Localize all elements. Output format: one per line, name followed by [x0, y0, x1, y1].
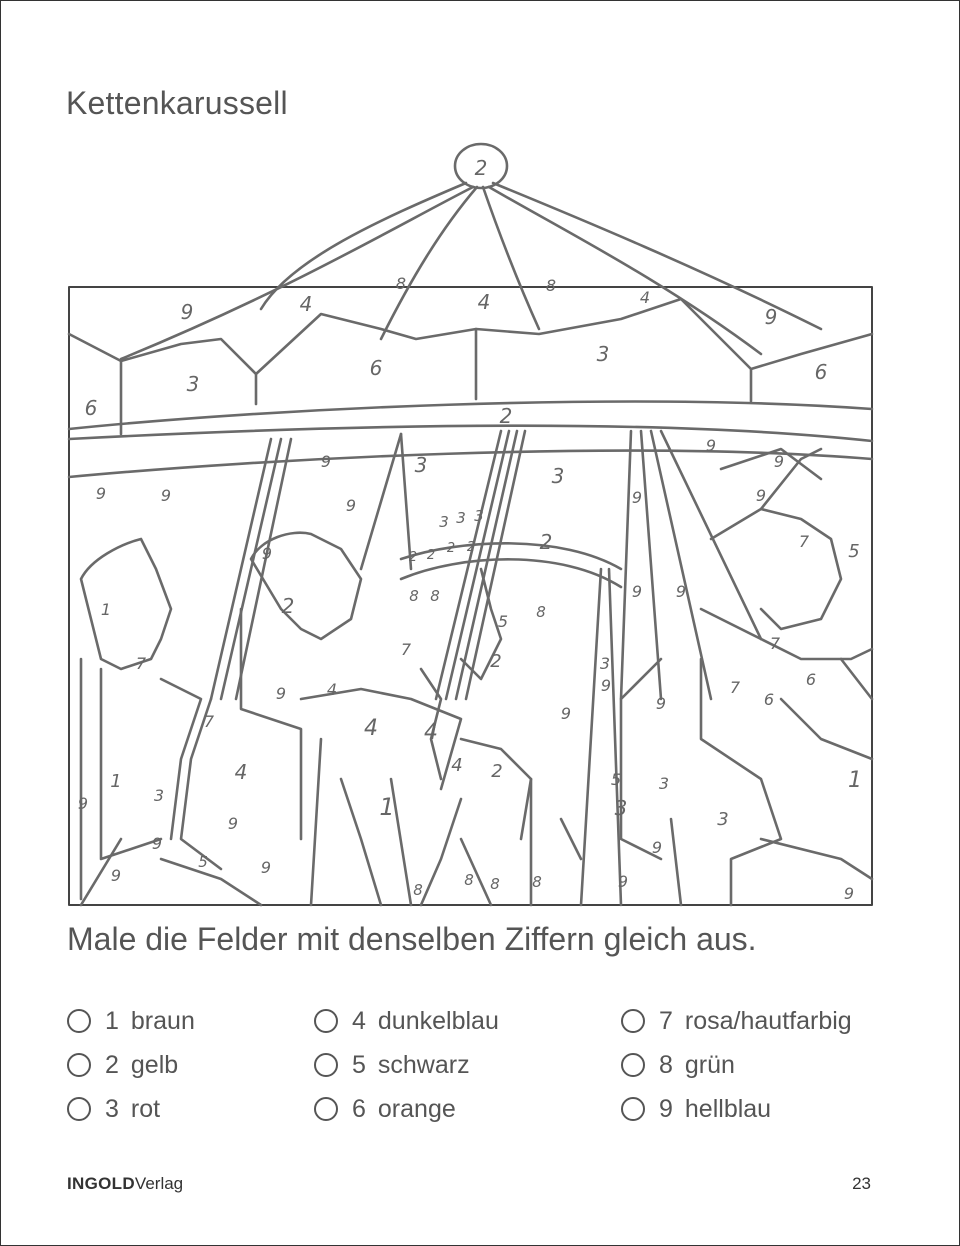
picture-number: 2	[539, 530, 553, 554]
legend-item	[314, 1087, 499, 1131]
picture-number: 9	[77, 794, 89, 813]
color-legend	[67, 999, 887, 1139]
picture-number: 9	[95, 484, 107, 503]
legend-column	[67, 999, 195, 1131]
picture-number: 5	[198, 853, 208, 871]
picture-number: 4	[424, 720, 438, 745]
legend-number: 9	[659, 1094, 673, 1123]
picture-number: 9	[631, 582, 643, 601]
picture-number: 7	[798, 532, 810, 551]
legend-item	[621, 999, 852, 1043]
picture-number: 4	[639, 288, 651, 307]
picture-number: 8	[409, 587, 419, 605]
worksheet-title: Kettenkarussell	[66, 85, 288, 121]
legend-item	[67, 1043, 195, 1087]
picture-number: 9	[261, 544, 273, 563]
picture-number: 9	[773, 452, 785, 471]
picture-number: 8	[430, 587, 440, 605]
picture-number: 9	[617, 872, 629, 891]
legend-color: orange	[377, 1094, 456, 1123]
picture-number: 3	[658, 774, 670, 793]
picture-number: 2	[446, 541, 456, 556]
legend-item	[621, 1087, 852, 1131]
picture-number: 3	[439, 513, 449, 531]
picture-number: 7	[203, 712, 215, 731]
color-by-number-picture	[61, 139, 881, 911]
picture-number: 9	[110, 866, 122, 885]
picture-number: 1	[848, 768, 862, 793]
checkbox-circle[interactable]	[67, 1009, 91, 1033]
picture-number: 9	[705, 436, 717, 455]
picture-number: 2	[491, 761, 503, 782]
picture-number: 8	[413, 881, 423, 899]
picture-number: 5	[497, 612, 509, 631]
legend-color: rot	[130, 1094, 161, 1123]
picture-number: 9	[651, 838, 663, 857]
legend-color: schwarz	[377, 1050, 470, 1079]
picture-number: 6	[814, 360, 828, 384]
picture-number: 5	[848, 541, 860, 562]
checkbox-circle[interactable]	[67, 1097, 91, 1121]
picture-number: 9	[655, 694, 667, 713]
picture-number: 1	[110, 771, 122, 792]
checkbox-circle[interactable]	[621, 1009, 645, 1033]
picture-number: 9	[160, 486, 172, 505]
picture-number: 2	[499, 404, 513, 428]
legend-color: gelb	[130, 1050, 179, 1079]
legend-item	[314, 1043, 499, 1087]
picture-number: 3	[186, 372, 200, 396]
picture-number: 9	[600, 676, 612, 695]
picture-numbers	[78, 156, 862, 903]
picture-number: 4	[234, 760, 248, 784]
page-number: 23	[852, 1174, 871, 1193]
picture-number: 3	[414, 453, 428, 477]
checkbox-circle[interactable]	[621, 1097, 645, 1121]
legend-column	[621, 999, 852, 1131]
legend-number: 2	[105, 1050, 119, 1079]
checkbox-circle[interactable]	[621, 1053, 645, 1077]
picture-number: 6	[369, 356, 383, 380]
instruction-text: Male die Felder mit denselben Ziffern gleich aus.	[67, 921, 757, 957]
legend-number: 7	[659, 1006, 673, 1035]
legend-number: 4	[352, 1006, 366, 1035]
picture-number: 9	[260, 858, 272, 877]
legend-number: 6	[352, 1094, 366, 1123]
picture-number: 2	[466, 540, 476, 555]
picture-number: 4	[299, 292, 313, 316]
picture-number: 8	[490, 875, 500, 893]
picture-number: 1	[100, 600, 112, 619]
picture-number: 7	[400, 640, 412, 659]
legend-number: 3	[105, 1094, 119, 1123]
legend-item	[67, 999, 195, 1043]
legend-item	[621, 1043, 852, 1087]
picture-number: 3	[474, 507, 484, 525]
legend-color: rosa/hautfarbig	[684, 1006, 852, 1035]
picture-number: 2	[408, 550, 418, 565]
picture-number: 7	[729, 678, 741, 697]
picture-number: 9	[764, 305, 778, 329]
picture-number: 6	[84, 396, 98, 420]
picture-number: 9	[843, 884, 855, 903]
legend-number: 8	[659, 1050, 673, 1079]
picture-number: 9	[675, 582, 687, 601]
picture-number: 4	[451, 755, 463, 776]
picture-number: 9	[560, 704, 572, 723]
checkbox-circle[interactable]	[314, 1009, 338, 1033]
picture-number: 9	[755, 486, 767, 505]
legend-item	[314, 999, 499, 1043]
checkbox-circle[interactable]	[314, 1053, 338, 1077]
legend-color: braun	[130, 1006, 195, 1035]
picture-number: 9	[151, 834, 163, 853]
legend-color: hellblau	[684, 1094, 772, 1123]
legend-item	[67, 1087, 195, 1131]
picture-number: 8	[395, 274, 407, 293]
picture-number: 9	[275, 684, 287, 703]
picture-number: 9	[227, 814, 239, 833]
picture-number: 3	[153, 786, 165, 805]
checkbox-circle[interactable]	[314, 1097, 338, 1121]
picture-number: 2	[426, 548, 436, 563]
legend-column	[314, 999, 499, 1131]
picture-number: 8	[464, 871, 474, 889]
picture-number: 7	[769, 634, 781, 653]
picture-number: 9	[345, 496, 357, 515]
legend-color: grün	[684, 1050, 735, 1079]
picture-number: 2	[281, 594, 295, 618]
picture-number: 2	[474, 156, 488, 180]
publisher-logo	[67, 1174, 183, 1194]
picture-number: 9	[320, 452, 332, 471]
publisher-name-rest: Verlag	[134, 1174, 184, 1193]
picture-number: 4	[477, 290, 491, 314]
legend-number: 1	[105, 1006, 119, 1035]
picture-number: 3	[717, 809, 729, 830]
picture-number: 4	[364, 716, 378, 741]
picture-number: 9	[631, 488, 643, 507]
picture-number: 8	[545, 276, 557, 295]
picture-number: 3	[614, 796, 628, 820]
checkbox-circle[interactable]	[67, 1053, 91, 1077]
picture-number: 1	[379, 793, 395, 821]
publisher-name-bold: INGOLD	[67, 1174, 135, 1193]
picture-number: 5	[610, 770, 622, 789]
picture-number: 3	[551, 464, 565, 488]
picture-number: 6	[763, 690, 775, 709]
picture-number: 9	[180, 300, 194, 324]
picture-number: 2	[490, 651, 502, 672]
legend-number: 5	[352, 1050, 366, 1079]
picture-number: 4	[326, 680, 338, 699]
picture-number: 8	[536, 603, 546, 621]
picture-number: 7	[135, 654, 147, 673]
picture-number: 6	[805, 670, 817, 689]
picture-number: 3	[596, 342, 610, 366]
picture-number: 3	[456, 509, 466, 527]
picture-number: 3	[599, 654, 611, 673]
legend-color: dunkelblau	[377, 1006, 499, 1035]
picture-number: 8	[532, 873, 542, 891]
